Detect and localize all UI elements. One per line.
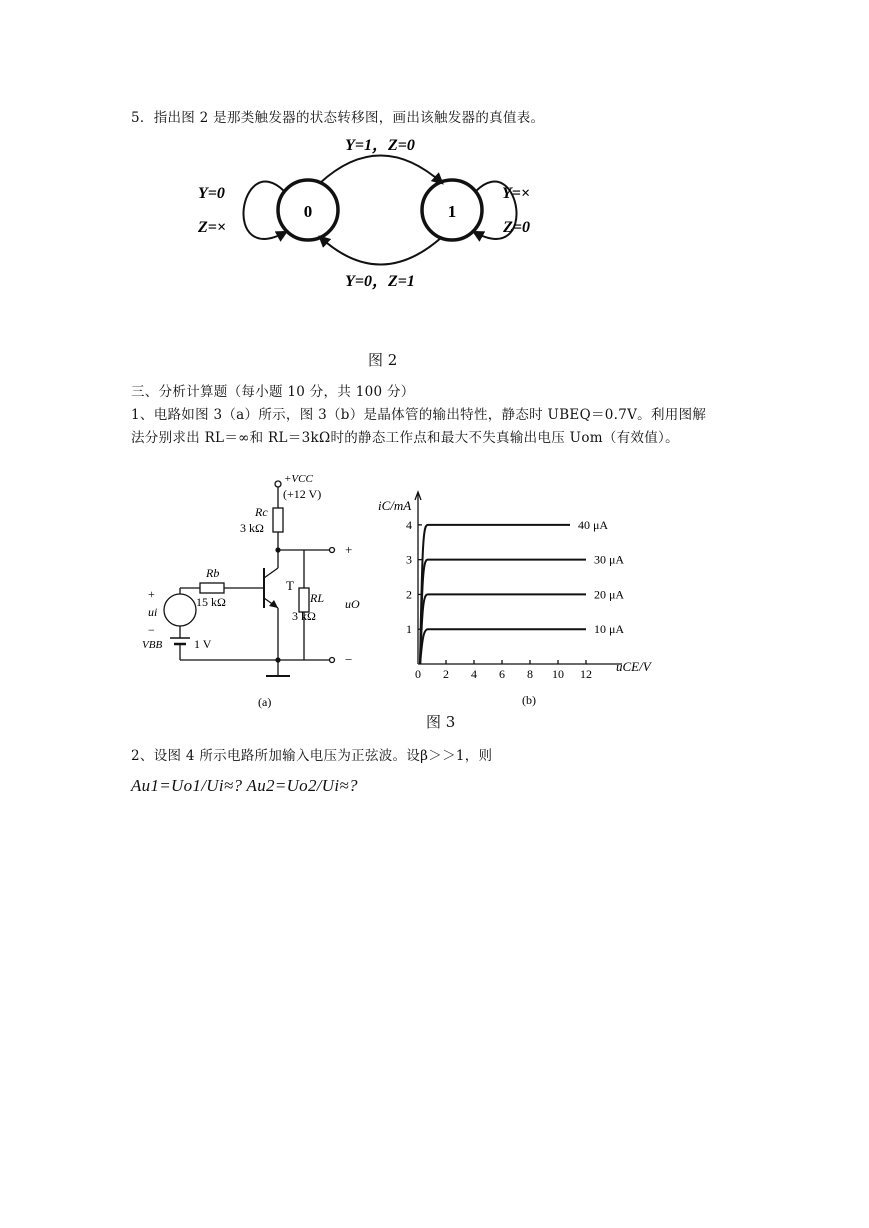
subfigure-b-label: (b) xyxy=(522,693,536,707)
label-left-y: Y=0 xyxy=(198,185,225,202)
figure-3-caption: 图 3 xyxy=(426,713,456,731)
svg-text:Rb: Rb xyxy=(206,566,220,580)
subfigure-a-label: (a) xyxy=(258,695,272,709)
series-label-4: 40 μA xyxy=(578,517,609,532)
x-axis-label: uCE/V xyxy=(616,659,651,674)
state-diagram xyxy=(180,128,540,308)
svg-text:+VCC: +VCC xyxy=(284,473,313,485)
x-tick-label: 8 xyxy=(527,667,533,681)
svg-text:+: + xyxy=(345,542,353,557)
y-tick-label: 3 xyxy=(406,552,412,567)
question-5: 5．指出图 2 是那类触发器的状态转移图，画出该触发器的真值表。 xyxy=(131,110,545,126)
resistor-rc xyxy=(273,508,283,532)
x-tick-label: 10 xyxy=(552,667,564,681)
label-right-y: Y=× xyxy=(501,185,530,202)
series-curve-3 xyxy=(420,560,586,664)
state-0-label: 0 xyxy=(303,202,313,221)
x-tick-label: 6 xyxy=(499,667,505,681)
svg-text:3 kΩ: 3 kΩ xyxy=(240,521,264,535)
question-2-formula: Au1=Uo1/Ui≈? Au2=Uo2/Ui≈? xyxy=(131,776,358,795)
label-left-z: Z=× xyxy=(198,219,227,236)
svg-text:1 V: 1 V xyxy=(194,637,212,651)
x-tick-label: 12 xyxy=(580,667,592,681)
circuit-diagram xyxy=(140,470,380,715)
svg-text:uO: uO xyxy=(345,597,360,611)
x-tick-label: 4 xyxy=(471,667,477,681)
svg-text:RL: RL xyxy=(310,591,325,605)
label-right-z: Z=0 xyxy=(503,219,530,236)
svg-text:T: T xyxy=(286,578,294,593)
transition-0-to-1 xyxy=(320,156,442,184)
state-1-label: 1 xyxy=(447,202,457,221)
figure-2-caption: 图 2 xyxy=(368,351,398,369)
transition-1-to-0 xyxy=(320,237,442,265)
question-1-line-2: 法分别求出 RL＝∞和 RL＝3kΩ时的静态工作点和最大不失真输出电压 Uom（有效值）。 xyxy=(131,430,679,446)
source-ui xyxy=(164,594,196,626)
svg-text:−: − xyxy=(148,623,155,637)
question-1-line-1: 1、电路如图 3（a）所示，图 3（b）是晶体管的输出特性，静态时 UBEQ＝0.7V。利用图解 xyxy=(131,407,707,423)
series-curve-1 xyxy=(420,629,586,664)
series-label-1: 10 μA xyxy=(594,622,625,637)
x-tick-label: 0 xyxy=(415,667,421,681)
y-tick-label: 4 xyxy=(406,517,412,532)
output-characteristics-chart xyxy=(372,488,672,710)
label-bottom: Y=0，Z=1 xyxy=(345,273,415,290)
label-top: Y=1，Z=0 xyxy=(345,137,415,154)
svg-text:+: + xyxy=(148,587,155,601)
svg-text:15 kΩ: 15 kΩ xyxy=(196,595,226,609)
svg-text:Rc: Rc xyxy=(255,505,268,519)
svg-text:3 kΩ: 3 kΩ xyxy=(292,609,316,623)
section-heading: 三、分析计算题（每小题 10 分，共 100 分） xyxy=(131,384,415,400)
series-label-2: 20 μA xyxy=(594,587,625,602)
question-2: 2、设图 4 所示电路所加输入电压为正弦波。设β＞＞1，则 xyxy=(131,748,493,764)
svg-text:(+12 V): (+12 V) xyxy=(283,487,322,501)
x-tick-label: 2 xyxy=(443,667,449,681)
y-axis-label: iC/mA xyxy=(378,498,412,513)
svg-text:VBB: VBB xyxy=(142,639,163,651)
series-label-3: 30 μA xyxy=(594,552,625,567)
y-tick-label: 2 xyxy=(406,587,412,602)
svg-text:−: − xyxy=(345,652,353,667)
svg-text:ui: ui xyxy=(148,605,158,619)
resistor-rb xyxy=(200,583,224,593)
y-tick-label: 1 xyxy=(406,622,412,637)
